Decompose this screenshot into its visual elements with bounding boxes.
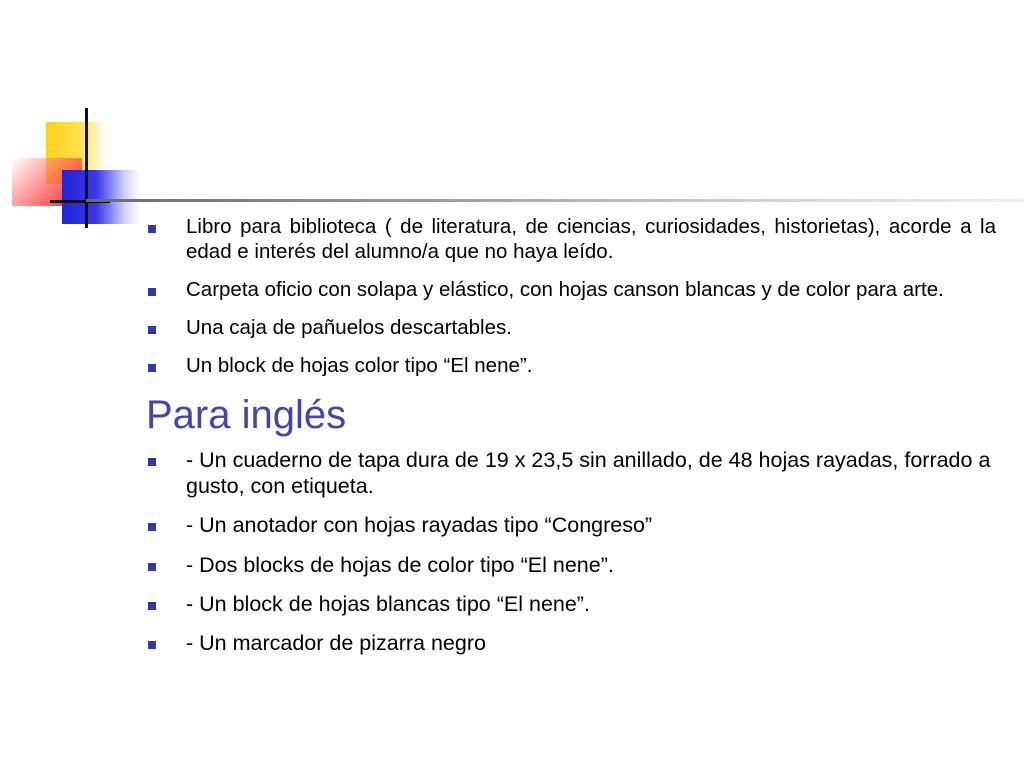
square-bullet-icon: [148, 364, 156, 372]
list-item: [146, 315, 996, 340]
list-item-text: - Un anotador con hojas rayadas tipo “Congreso”: [186, 513, 653, 538]
list-item-text: - Un marcador de pizarra negro: [186, 631, 486, 656]
title-divider-line: [86, 199, 1024, 202]
square-bullet-icon: [148, 458, 156, 466]
square-bullet-icon: [148, 288, 156, 296]
list-item-text: Una caja de pañuelos descartables.: [186, 316, 512, 339]
list-item: [146, 512, 996, 538]
square-bullet-icon: [148, 602, 156, 610]
section-heading: Para inglés: [146, 393, 347, 437]
list-item: [146, 214, 996, 264]
list-item: [146, 447, 996, 499]
list-item: [146, 277, 996, 302]
square-bullet-icon: [148, 326, 156, 334]
list-item-text: - Un cuaderno de tapa dura de 19 x 23,5 sin anillado, de 48 hojas rayadas, forrado a gusto, con etiqueta.: [186, 448, 991, 499]
decorative-squares: [0, 0, 160, 240]
list-item: [146, 591, 996, 617]
list-item-text: - Un block de hojas blancas tipo “El nene”.: [186, 591, 590, 616]
list-item-text: Carpeta oficio con solapa y elástico, con hojas canson blancas y de color para arte.: [186, 278, 944, 301]
square-bullet-icon: [148, 563, 156, 571]
list-item: [146, 552, 996, 578]
square-bullet-icon: [148, 641, 156, 649]
vertical-line: [85, 108, 88, 228]
square-bullet-icon: [148, 225, 156, 233]
list-item-text: Un block de hojas color tipo “El nene”.: [186, 354, 533, 377]
english-supplies-list: [146, 447, 996, 656]
list-item: [146, 353, 996, 378]
supplies-list: [146, 214, 996, 378]
square-bullet-icon: [148, 523, 156, 531]
list-item: [146, 630, 996, 656]
slide-content: [146, 214, 996, 669]
list-item-text: Libro para biblioteca ( de literatura, de ciencias, curiosidades, historietas), acorde a la edad e interés del alumno/a que no haya leído.: [186, 215, 996, 263]
blue-square: [62, 170, 140, 224]
list-item-text: - Dos blocks de hojas de color tipo “El nene”.: [186, 552, 614, 577]
